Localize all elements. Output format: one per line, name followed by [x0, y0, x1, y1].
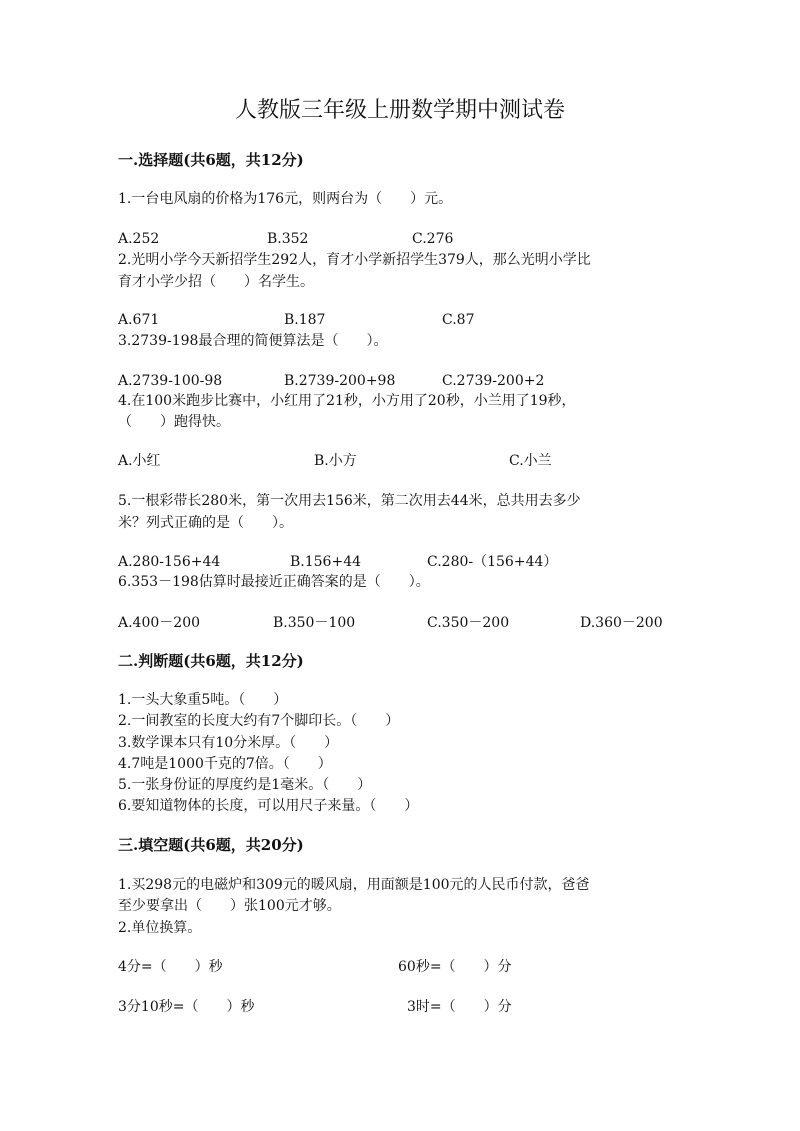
- judgment-item: 2.一间教室的长度大约有7个脚印长。（ ）: [118, 713, 400, 729]
- option-b: B.350－100: [273, 615, 356, 631]
- question-text: 2.光明小学今天新招学生292人，育才小学新招学生379人，那么光明小学比: [118, 252, 591, 268]
- conversion-item: 3时=（ ）分: [407, 999, 512, 1015]
- option-a: A.小红: [118, 453, 161, 469]
- option-a: A.671: [118, 312, 160, 328]
- option-d: D.360－200: [580, 615, 663, 631]
- section-heading-choice: 一.选择题(共6题，共12分): [118, 151, 304, 169]
- question-text: 3.2739-198最合理的简便算法是（ ）。: [118, 333, 388, 349]
- judgment-item: 4.7吨是1000千克的7倍。（ ）: [118, 756, 332, 772]
- question-text: 6.353－198估算时最接近正确答案的是（ ）。: [118, 574, 430, 590]
- section-heading-fill: 三.填空题(共6题，共20分): [118, 836, 304, 854]
- option-a: A.400－200: [118, 615, 201, 631]
- option-b: B.187: [284, 312, 326, 328]
- conversion-item: 4分=（ ）秒: [118, 959, 223, 975]
- question-text: 5.一根彩带长280米，第一次用去156米，第二次用去44米，总共用去多少: [118, 493, 581, 509]
- question-text: 2.单位换算。: [118, 920, 202, 936]
- question-text: 米？列式正确的是（ ）。: [118, 515, 293, 531]
- question-text: 1.一台电风扇的价格为176元，则两台为（ ）元。: [118, 191, 453, 207]
- option-b: B.小方: [314, 453, 357, 469]
- option-c: C.280-（156+44）: [427, 554, 558, 570]
- question-text: 1.买298元的电磁炉和309元的暖风扇，用面额是100元的人民币付款，爸爸: [118, 877, 590, 893]
- judgment-item: 3.数学课本只有10分米厚。（ ）: [118, 735, 339, 751]
- question-text: 4.在100米跑步比赛中，小红用了21秒，小方用了20秒，小兰用了19秒，: [118, 393, 576, 409]
- judgment-item: 5.一张身份证的厚度约是1毫米。（ ）: [118, 777, 372, 793]
- option-b: B.156+44: [290, 554, 362, 570]
- section-heading-judgment: 二.判断题(共6题，共12分): [118, 652, 304, 670]
- option-c: C.87: [442, 312, 475, 328]
- option-b: B.352: [267, 231, 309, 247]
- question-text: （ ）跑得快。: [118, 414, 230, 430]
- judgment-item: 1.一头大象重5吨。（ ）: [118, 692, 288, 708]
- option-a: A.280-156+44: [118, 554, 221, 570]
- judgment-item: 6.要知道物体的长度，可以用尺子来量。（ ）: [118, 798, 419, 814]
- conversion-item: 3分10秒=（ ）秒: [118, 999, 255, 1015]
- conversion-item: 60秒=（ ）分: [398, 959, 512, 975]
- question-text: 至少要拿出（ ）张100元才够。: [118, 898, 341, 914]
- option-a: A.2739-100-98: [118, 373, 223, 389]
- page-title: 人教版三年级上册数学期中测试卷: [234, 98, 565, 123]
- option-c: C.350－200: [427, 615, 510, 631]
- question-text: 育才小学少招（ ）名学生。: [118, 274, 314, 290]
- option-c: C.小兰: [509, 453, 552, 469]
- option-c: C.2739-200+2: [442, 373, 545, 389]
- option-b: B.2739-200+98: [284, 373, 396, 389]
- option-c: C.276: [412, 231, 454, 247]
- option-a: A.252: [118, 231, 160, 247]
